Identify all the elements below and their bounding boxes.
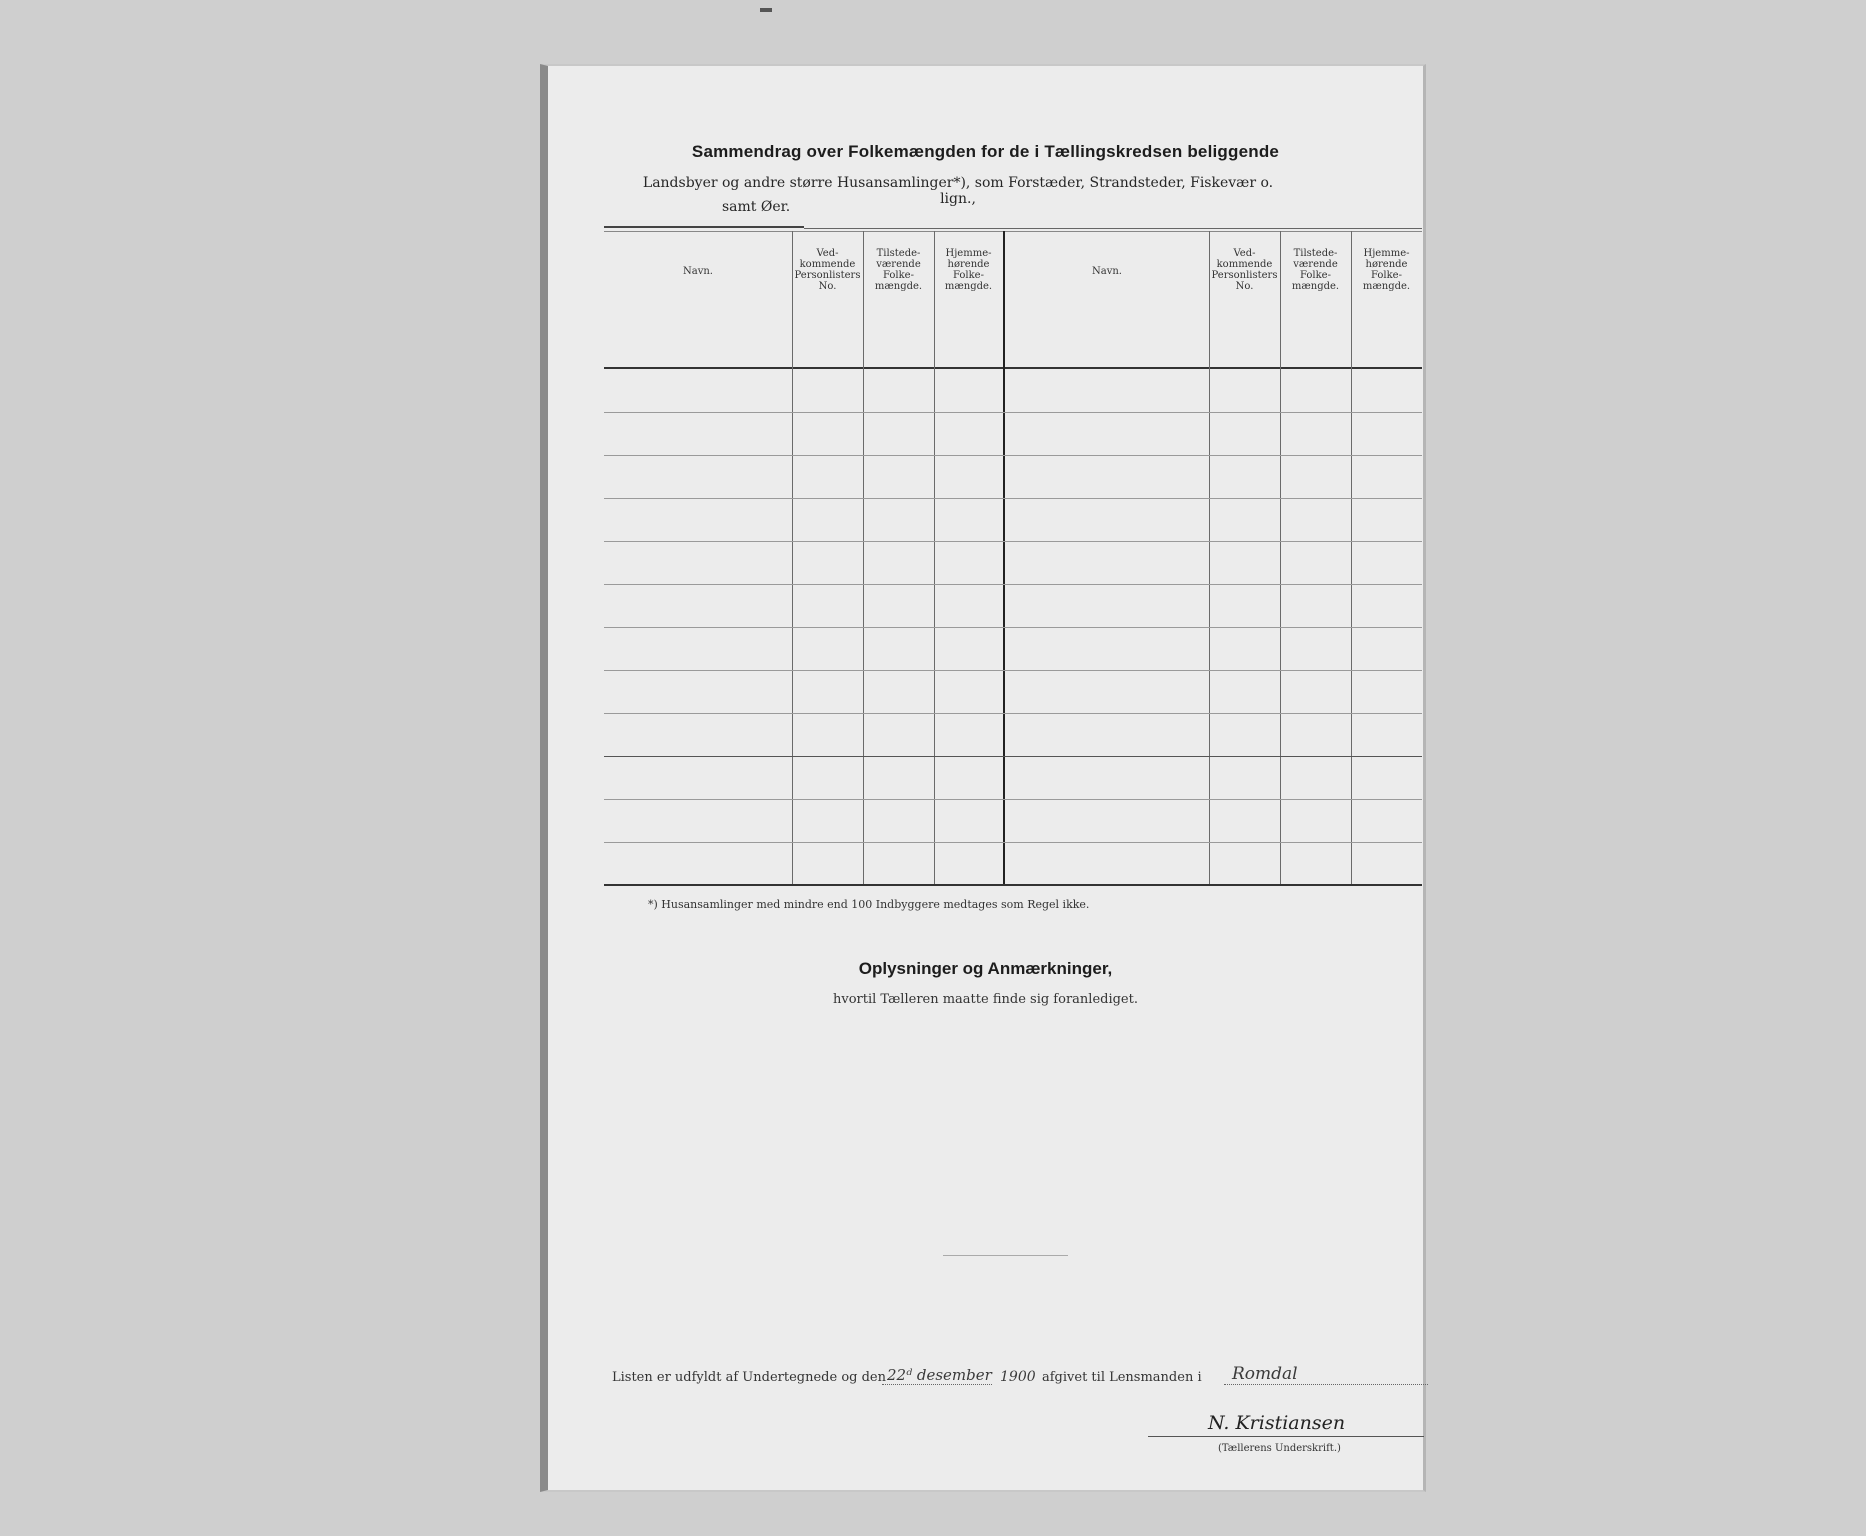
submission-year: 1900 [1000, 1369, 1036, 1385]
header-personlisters-right: Ved- kommende Personlisters No. [1211, 248, 1278, 292]
table-row [604, 498, 1422, 499]
divider-line [943, 1255, 1068, 1256]
table-row [604, 541, 1422, 542]
table-row [604, 627, 1422, 628]
center-divider [1003, 231, 1005, 884]
submission-text-2: afgivet til Lensmanden i [1042, 1370, 1202, 1385]
footnote: *) Husansamlinger med mindre end 100 Indbyggere medtages som Regel ikke. [648, 898, 1090, 911]
header-tilstedevaerende: Tilstede- værende Folke- mængde. [874, 248, 923, 292]
enumerator-signature: N. Kristiansen [1208, 1412, 1346, 1434]
summary-table [604, 226, 1422, 886]
header-tilstedevaerende-right: Tilstede- værende Folke- mængde. [1291, 248, 1340, 292]
table-row [604, 799, 1422, 800]
table-row [604, 455, 1422, 456]
table-row [604, 713, 1422, 714]
form-title: Sammendrag over Folkemængden for de i Tællingskredsen beliggende [691, 142, 1280, 161]
col-divider [1280, 231, 1281, 884]
table-top-rule-thin [804, 228, 1422, 229]
col-divider [792, 231, 793, 884]
submission-date: 22ᵈ desember [887, 1366, 992, 1384]
signature-caption: (Tællerens Underskrift.) [1218, 1443, 1341, 1454]
remarks-title: Oplysninger og Anmærkninger, [858, 959, 1113, 978]
table-row [604, 842, 1422, 843]
header-hjemmehorende: Hjemme- hørende Folke- mængde. [944, 248, 993, 292]
table-row [604, 584, 1422, 585]
header-hjemmehorende-right: Hjemme- hørende Folke- mængde. [1362, 248, 1411, 292]
census-form-page [540, 64, 1426, 1492]
table-top-rule [604, 226, 804, 228]
form-subtitle-line2: samt Øer. [722, 199, 791, 215]
scan-mark [760, 8, 772, 12]
table-top-rule-2 [604, 231, 1422, 232]
remarks-subtitle: hvortil Tælleren maatte finde sig foranlediget. [833, 992, 1138, 1007]
submission-place: Romdal [1232, 1364, 1298, 1384]
col-divider [863, 231, 864, 884]
col-divider [934, 231, 935, 884]
place-dotline [1224, 1384, 1428, 1386]
table-row [604, 412, 1422, 413]
signature-line [1148, 1436, 1424, 1437]
table-row [604, 756, 1422, 757]
table-bottom-rule [604, 884, 1422, 886]
header-personlisters: Ved- kommende Personlisters No. [794, 248, 861, 292]
table-header-rule [604, 367, 1422, 369]
col-divider [1209, 231, 1210, 884]
date-dotline [882, 1384, 992, 1386]
header-navn: Navn. [683, 266, 713, 277]
submission-text-1: Listen er udfyldt af Undertegnede og den [612, 1370, 886, 1385]
table-row [604, 670, 1422, 671]
form-subtitle-line1: Landsbyer og andre større Husansamlinger*), som Forstæder, Strandsteder, Fiskevær o. lign., [642, 175, 1274, 207]
col-divider [1351, 231, 1352, 884]
header-navn-right: Navn. [1092, 266, 1122, 277]
